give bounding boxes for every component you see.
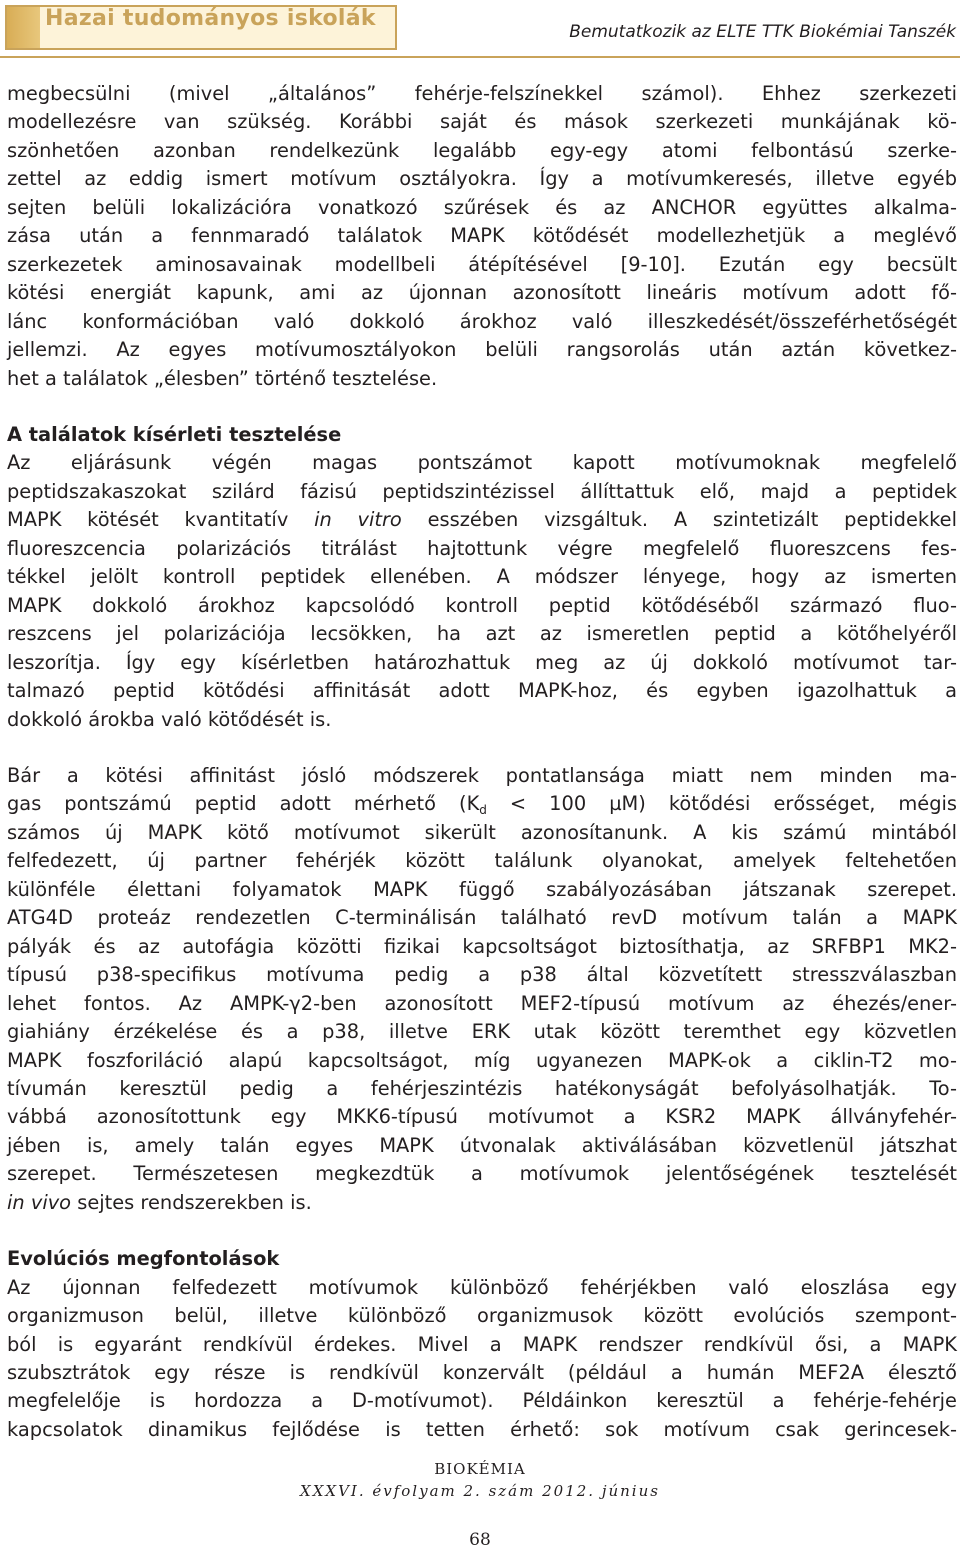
page-footer xyxy=(0,1460,960,1500)
page-header xyxy=(0,0,960,58)
text-line: tívumán keresztül pedig a fehérjeszintézis hatékonyságát befolyásolhatják. To- xyxy=(7,1076,957,1100)
text-fragment: gas pontszámú peptid adott mérhető (K xyxy=(7,792,480,816)
text-line xyxy=(7,790,957,818)
text-fragment: < 100 µM) kötődési erősséget, mégis xyxy=(509,792,957,816)
italic-term: in vivo xyxy=(7,1190,72,1214)
text-line: szönhetően azonban rendelkezünk legalább egy-egy atomi felbontású szerke- xyxy=(7,138,957,162)
text-line: MAPK foszforiláció alapú kapcsoltságot, míg ugyanezen MAPK-ok a ciklin-T2 mo- xyxy=(7,1048,957,1072)
text-line: ból is egyaránt rendkívül érdekes. Mivel a MAPK rendszer rendkívül ősi, a MAPK xyxy=(7,1332,957,1356)
text-line: jében is, amely talán egyes MAPK útvonalak aktiválásában közvetlenül játszhat xyxy=(7,1133,957,1157)
text-line: giahiány érzékelése és a p38, illetve ERK utak között teremthet egy közvetlen xyxy=(7,1020,957,1044)
text-line xyxy=(7,1189,957,1217)
running-head: Bemutatkozik az ELTE TTK Biokémiai Tanszék xyxy=(569,22,956,42)
text-line: Bár a kötési affinitást jósló módszerek pontatlansága miatt nem minden ma- xyxy=(7,763,957,787)
text-line: reszcens jel polarizációja lecsökken, ha azt az ismeretlen peptid a kötőhelyéről xyxy=(7,622,957,646)
text-line: Az eljárásunk végén magas pontszámot kapott motívumoknak megfelelő xyxy=(7,451,957,475)
text-line: vábbá azonosítottunk egy MKK6-típusú motívumot a KSR2 MAPK állványfehér- xyxy=(7,1105,957,1129)
text-line: kapcsolatok dinamikus fejlődése is tetten érhető: sok motívum csak gerincesek- xyxy=(7,1417,957,1441)
text-line: szerepet. Természetesen megkezdtük a motívumok jelentőségének tesztelését xyxy=(7,1162,957,1186)
text-line: szerkezetek aminosavainak modellbeli átépítésével [9-10]. Ezután egy becsült xyxy=(7,252,957,276)
text-line: ATG4D proteáz rendezetlen C-terminálisán található revD motívum talán a MAPK xyxy=(7,906,957,930)
text-line: tékkel jelölt kontroll peptidek ellenében. A módszer lényege, hogy az ismerten xyxy=(7,565,957,589)
text-line: jellemzi. Az egyes motívumosztályokon belüli rangsorolás után aztán következ- xyxy=(7,338,957,362)
text-line: het a találatok „élesben” történő tesztelése. xyxy=(7,366,438,390)
text-line: számos új MAPK kötő motívumot sikerült azonosítanunk. A kis számú mintából xyxy=(7,820,957,844)
section-label-accent xyxy=(7,7,40,48)
section-heading-evolution: Evolúciós megfontolások xyxy=(7,1247,280,1271)
text-line: Az újonnan felfedezett motívumok különböző fehérjékben való eloszlása egy xyxy=(7,1275,957,1299)
text-line: megbecsülni (mivel „általános” fehérje-felszínekkel számol). Ehhez szerkezeti xyxy=(7,82,957,105)
text-line: zása után a fennmaradó találatok MAPK kötődését modellezhetjük a meglévő xyxy=(7,224,957,248)
journal-name: BIOKÉMIA xyxy=(434,1460,526,1478)
section-title: Hazai tudományos iskolák xyxy=(45,6,376,31)
text-line xyxy=(7,506,957,534)
issue-info: XXXVI. évfolyam 2. szám 2012. június xyxy=(300,1482,660,1500)
italic-term: in vitro xyxy=(314,508,402,532)
header-rule xyxy=(0,56,960,58)
text-line: dokkoló árokba való kötődését is. xyxy=(7,707,332,731)
text-line: felfedezett, új partner fehérjék között találunk olyanokat, amelyek feltehetően xyxy=(7,849,957,873)
text-fragment: esszében vizsgáltuk. A szintetizált peptidekkel xyxy=(427,508,957,532)
text-line: MAPK dokkoló árokhoz kapcsolódó kontroll peptid kötődéséből származó fluo- xyxy=(7,593,957,617)
text-line: típusú p38-specifikus motívuma pedig a p38 által közvetített stresszválaszban xyxy=(7,963,957,987)
section-heading-experimental: A találatok kísérleti tesztelése xyxy=(7,422,342,446)
text-line: fluoreszcencia polarizációs titrálást hajtottunk végre megfelelő fluoreszcens fes- xyxy=(7,536,957,560)
text-line: lehet fontos. Az AMPK-γ2-ben azonosított MEF2-típusú motívum az éhezés/ener- xyxy=(7,991,957,1015)
article-body xyxy=(7,80,957,1444)
text-line: sejten belüli lokalizációra vonatkozó szűrések és az ANCHOR együttes alkalma- xyxy=(7,195,957,219)
subscript: d xyxy=(479,803,487,818)
text-line: leszorítja. Így egy kísérletben határozhattuk meg az új dokkoló motívumot tar- xyxy=(7,650,957,674)
text-line: zettel az eddig ismert motívum osztályokra. Így a motívumkeresés, illetve egyéb xyxy=(7,167,957,191)
experimental-paragraph xyxy=(7,449,957,734)
text-line: különféle élettani folyamatok MAPK függő szabályozásában játszanak szerepet. xyxy=(7,877,957,901)
text-line: szubsztrátok egy része is rendkívül konzervált (például a humán MEF2A élesztő xyxy=(7,1361,957,1385)
text-line: organizmuson belül, illetve különböző organizmusok között evolúciós szempont- xyxy=(7,1304,957,1328)
results-paragraph xyxy=(7,762,957,1217)
text-line: modellezésre van szükség. Korábbi saját és mások szerkezeti munkájának kö- xyxy=(7,110,957,134)
text-line: pályák és az autofágia közötti fizikai kapcsoltságot biztosíthatja, az SRFBP1 MK2- xyxy=(7,934,957,958)
intro-paragraph xyxy=(7,80,957,393)
text-line: lánc konformációban való dokkoló árokhoz való illeszkedését/összeférhetőségét xyxy=(7,309,957,333)
text-line: megfelelője is hordozza a D-motívumot). Példáinkon keresztül a fehérje-fehérje xyxy=(7,1389,957,1413)
text-fragment: sejtes rendszerekben is. xyxy=(77,1190,312,1214)
page-number: 68 xyxy=(469,1530,491,1550)
text-line: talmazó peptid kötődési affinitását adott MAPK-hoz, és egyben igazolhattuk a xyxy=(7,679,957,703)
text-line: kötési energiát kapunk, ami az újonnan azonosított lineáris motívum adott fő- xyxy=(7,281,957,305)
text-fragment: MAPK kötését kvantitatív xyxy=(7,508,289,532)
evolution-paragraph xyxy=(7,1274,957,1445)
text-line: peptidszakaszokat szilárd fázisú peptidszintézissel állíttattuk elő, majd a peptidek xyxy=(7,479,957,503)
